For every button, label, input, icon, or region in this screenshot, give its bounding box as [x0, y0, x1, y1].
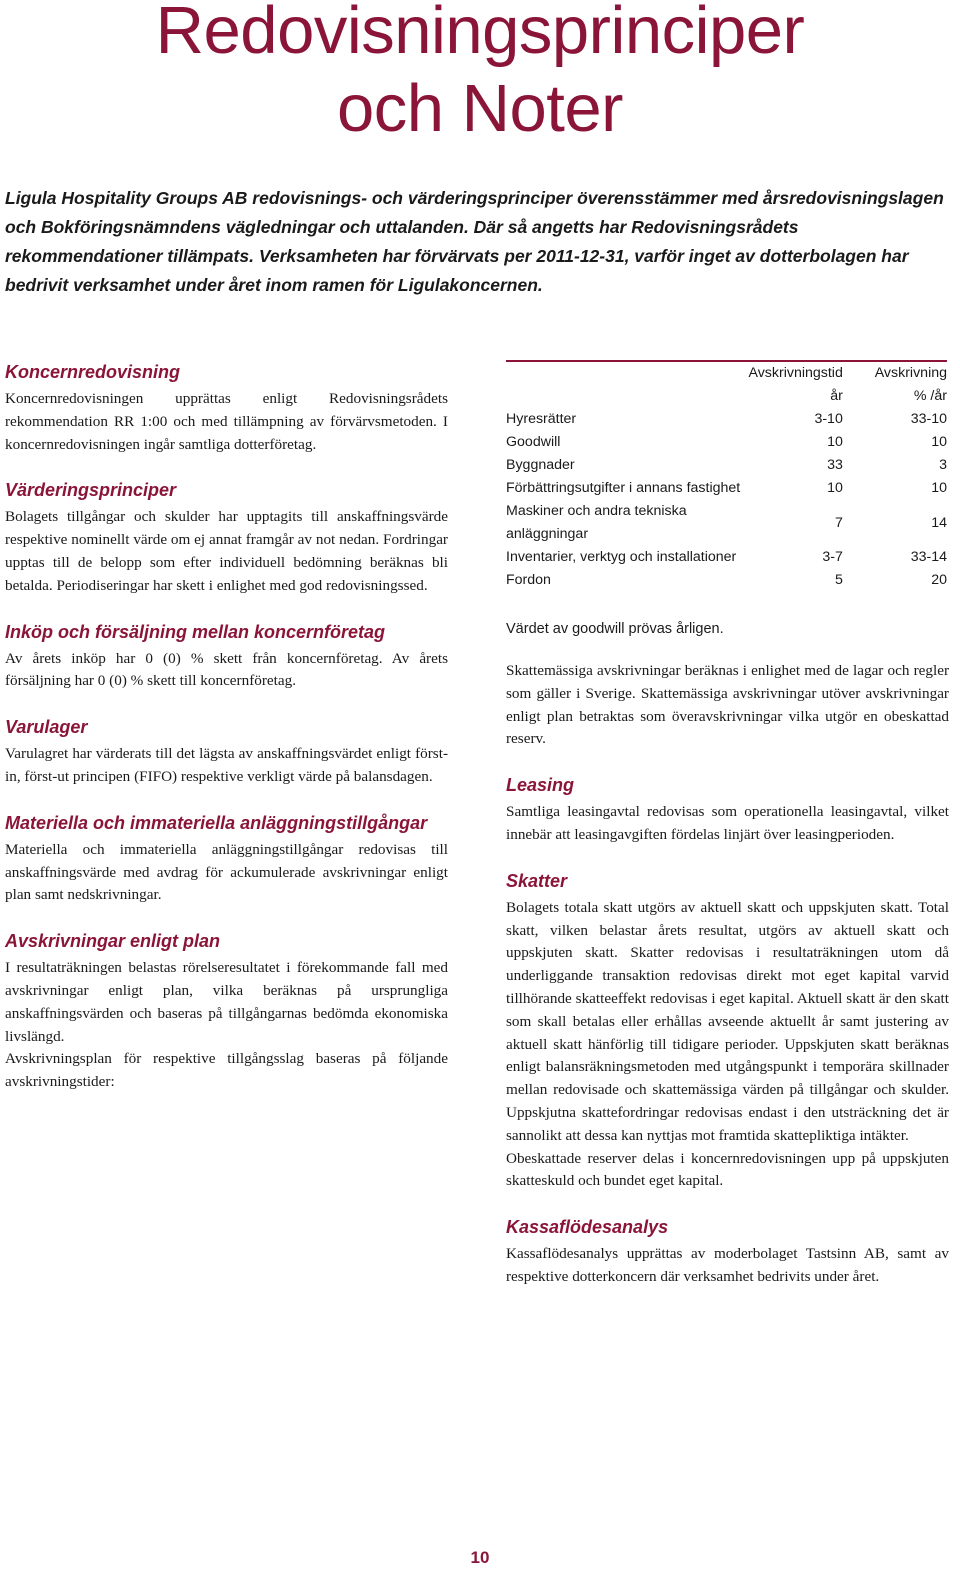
section-text: Skattemässiga avskrivningar beräknas i enlighet med de lagar och regler som gäller i Sverige. Skattemässiga avskrivningar utöver avskrivningar enligt plan betraktas som överavskrivningar vilka utgör en obeskattad reserv. — [506, 662, 949, 748]
section-varulager — [5, 715, 448, 789]
table-row — [506, 477, 947, 500]
page-title-line2: och Noter — [337, 71, 623, 146]
row-percent: 10 — [931, 434, 947, 450]
row-label: Hyresrätter — [506, 411, 577, 427]
page-title-line1: Redovisningsprinciper — [155, 0, 805, 68]
depreciation-table — [506, 360, 947, 592]
section-text: Koncernredovisningen upprättas enligt Redovisningsrådets rekommendation RR 1:00 och med tillämpning av förvärvsmetoden. I koncernredovisningen ingår samtliga dotterföretag. — [5, 390, 448, 453]
header-percent-line2: % /år — [913, 388, 947, 404]
left-column — [5, 360, 448, 1116]
row-label: Goodwill — [506, 434, 561, 450]
row-percent: 14 — [931, 514, 947, 531]
table-row — [506, 431, 947, 454]
table-row — [506, 546, 947, 569]
section-varderingsprinciper — [5, 478, 448, 597]
section-text: Varulagret har värderats till det lägsta av anskaffningsvärdet enligt först-in, först-ut principen (FIFO) respektive verkligt värde på balansdagen. — [5, 745, 448, 785]
section-text: Samtliga leasingavtal redovisas som operationella leasingavtal, vilket innebär att leasingavgiften fördelas linjärt över leasingperioden. — [506, 803, 949, 843]
section-text: Materiella och immateriella anläggningstillgångar redovisas till anskaffningsvärde med avdrag för ackumulerade avskrivningar enligt plan samt nedskrivningar. — [5, 840, 448, 904]
row-years: 10 — [827, 480, 843, 496]
page-title — [0, 0, 960, 148]
table-header-percent — [843, 361, 947, 408]
intro-paragraph: Ligula Hospitality Groups AB redovisnings- och värderingsprinciper överensstämmer med årsredovisningslagen och Bokföringsnämndens vägledningar och uttalanden. Där så angetts har Redovisningsrådets rekommendationer tillämpats. Verksamheten har förvärvats per 2011-12-31, varför inget av dotterbolagen har bedrivit verksamhet under året inom ramen för Ligulakoncernen. — [5, 188, 944, 295]
section-heading: Leasing — [506, 775, 575, 796]
row-years: 10 — [827, 434, 843, 450]
table-row — [506, 500, 947, 546]
table-row — [506, 569, 947, 592]
table-row — [506, 408, 947, 431]
section-skatte-avskrivningar — [506, 660, 949, 751]
row-label: Fordon — [506, 572, 551, 588]
row-label: Maskiner och andra tekniska anläggningar — [506, 503, 687, 542]
row-percent: 33-14 — [910, 549, 947, 565]
section-avskrivningar — [5, 929, 448, 1094]
section-koncernredovisning — [5, 360, 448, 456]
row-label: Inventarier, verktyg och installationer — [506, 549, 737, 565]
row-years: 3-10 — [814, 411, 843, 427]
table-header-years — [748, 361, 842, 408]
row-years: 33 — [827, 457, 843, 473]
header-percent-line1: Avskrivning — [874, 365, 947, 381]
row-years: 3-7 — [822, 549, 843, 565]
section-heading: Inköp och försäljning mellan koncernföretag — [5, 621, 386, 642]
row-years: 7 — [834, 514, 843, 531]
section-heading: Skatter — [506, 870, 568, 891]
section-heading: Kassaflödesanalys — [506, 1217, 669, 1238]
row-percent: 33-10 — [910, 411, 947, 427]
section-text: Av årets inköp har 0 (0) % skett från koncernföretag. Av årets försäljning har 0 (0) % skett till koncernföretag. — [5, 649, 448, 690]
row-percent: 20 — [931, 572, 947, 588]
section-heading: Materiella och immateriella anläggningstillgångar — [5, 812, 428, 833]
row-percent: 3 — [939, 457, 947, 473]
right-column — [506, 360, 949, 1311]
section-text: I resultaträkningen belastas rörelseresultatet i förekommande fall med avskrivningar enligt plan, vilka beräknas på ursprungliga anskaffningsvärden och baseras på tillgångarnas bedömda ekonomiska livslängd. — [5, 959, 448, 1045]
row-years: 5 — [834, 572, 843, 588]
section-text: Avskrivningsplan för respektive tillgångsslag baseras på följande avskrivningstider: — [5, 1050, 448, 1091]
table-header-row — [506, 361, 947, 408]
section-inkop-forsaljning — [5, 620, 448, 694]
section-text: Kassaflödesanalys upprättas av moderbolaget Tastsinn AB, samt av respektive dotterkoncern där verksamhet bedrivits under året. — [506, 1245, 949, 1285]
section-text: Obeskattade reserver delas i koncernredovisningen upp på uppskjuten skatteskuld och bundet eget kapital. — [506, 1149, 949, 1190]
table-row — [506, 454, 947, 477]
row-percent: 10 — [931, 480, 947, 496]
goodwill-note: Värdet av goodwill prövas årligen. — [506, 621, 724, 637]
section-anlaggningstillgangar — [5, 811, 448, 907]
section-skatter — [506, 869, 949, 1193]
row-label: Förbättringsutgifter i annans fastighet — [506, 480, 741, 496]
table-header-empty — [506, 361, 748, 408]
section-heading: Varulager — [5, 717, 88, 738]
section-heading: Avskrivningar enligt plan — [5, 931, 221, 952]
section-text: Bolagets totala skatt utgörs av aktuell skatt och uppskjuten skatt. Total skatt, vilken belastar årets resultat, utgörs av aktuell skatt och uppskjuten skatt. Skatter redovisas i resultaträkningen utom då underliggande transaktion redovisas direkt mot eget kapital varvid tillhörande skatteeffekt redovisas i eget kapital. Aktuell skatt är den skatt som skall betalas eller erhållas avseende aktuellt år samt justering av aktuell skatt hänförlig till tidigare perioder. Uppskjuten skatt beräknas enligt balansräkningsmetoden med utgångspunkt i temporära skillnader mellan redovisade och skattemässiga värden på tillgångar och skulder. Uppskjutna skattefordringar redovisas endast i den utsträckning det är sannolikt att dessa kan nyttjas mot framtida skattepliktiga intäkter. — [506, 898, 949, 1144]
header-years-line1: Avskrivningstid — [748, 365, 843, 381]
section-heading: Koncernredovisning — [5, 362, 181, 382]
page-number: 10 — [470, 1548, 490, 1567]
header-years-line2: år — [830, 388, 843, 404]
row-label: Byggnader — [506, 457, 575, 473]
section-kassaflodesanalys — [506, 1215, 949, 1289]
section-leasing — [506, 773, 949, 847]
section-text: Bolagets tillgångar och skulder har upptagits till anskaffningsvärde respektive nominellt värde om ej annat framgår av not nedan. Fordringar upptas till de belopp som efter individuell bedömning beräknas bli betalda. Periodiseringar har skett i enlighet med god redovisningssed. — [5, 508, 448, 594]
section-heading: Värderingsprinciper — [5, 480, 177, 501]
